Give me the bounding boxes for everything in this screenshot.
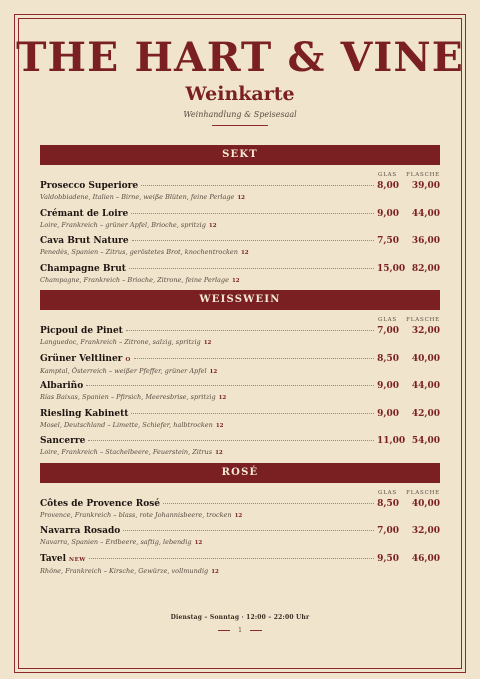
section-heading: SEKT xyxy=(40,145,440,165)
page-number-rule-right xyxy=(250,630,262,631)
wine-name: Crémant de Loire xyxy=(40,208,129,219)
price-glas: 7,50 xyxy=(377,236,399,246)
column-header-flasche: FLASCHE xyxy=(406,489,440,496)
opening-hours: Dienstag – Sonntag · 12:00 – 22:00 Uhr xyxy=(170,614,310,621)
wine-description-text: Navarra, Spanien – Erdbeere, saftig, lebendig xyxy=(40,538,192,546)
section-heading: WEISSWEIN xyxy=(40,290,440,310)
price-flasche: 44,00 xyxy=(411,208,440,219)
dot-leader xyxy=(134,358,374,359)
column-headers xyxy=(40,490,440,498)
allergen-number: 12 xyxy=(208,222,217,229)
dot-leader xyxy=(131,413,374,414)
wine-name: Tavel xyxy=(40,553,67,564)
section-sekt xyxy=(40,145,440,290)
wine-description xyxy=(40,566,440,577)
tagline: Weinhandlung & Speisesaal xyxy=(183,110,297,119)
menu-subtitle: Weinkarte xyxy=(185,83,295,105)
price-flasche: 32,00 xyxy=(411,526,440,536)
price-flasche: 36,00 xyxy=(411,236,440,246)
tagline-divider xyxy=(212,125,268,126)
wine-item xyxy=(40,180,440,208)
wine-item xyxy=(40,498,440,526)
price-flasche: 40,00 xyxy=(411,498,440,509)
wine-item xyxy=(40,208,440,236)
menu-header xyxy=(0,36,480,126)
wine-description xyxy=(40,510,440,521)
allergen-number: 12 xyxy=(209,368,218,375)
allergen-number: 12 xyxy=(194,540,203,546)
wine-description xyxy=(40,247,440,258)
wine-description-text: Penedès, Spanien – Zitrus, geröstetes Brot, knochentrocken xyxy=(40,248,238,256)
wine-name: Cava Brut Nature xyxy=(40,236,129,246)
allergen-number: 12 xyxy=(237,195,245,201)
price-flasche: 44,00 xyxy=(411,381,440,391)
dot-leader xyxy=(126,330,374,331)
allergen-number: 12 xyxy=(215,450,223,456)
wine-name: Prosecco Superiore xyxy=(40,181,139,191)
wine-item-line xyxy=(40,180,440,192)
wine-item xyxy=(40,353,440,381)
dot-leader xyxy=(132,240,374,241)
wine-item xyxy=(40,263,440,291)
dot-leader xyxy=(141,185,374,186)
wine-description xyxy=(40,192,440,203)
wine-item xyxy=(40,380,440,408)
page-number-row xyxy=(0,627,480,634)
price-flasche: 46,00 xyxy=(411,553,440,564)
dot-leader xyxy=(163,503,374,504)
wine-description xyxy=(40,420,440,431)
wine-name: Champagne Brut xyxy=(40,263,126,274)
wine-name: Albariño xyxy=(40,381,84,391)
wine-description-text: Kamptal, Österreich – weißer Pfeffer, grüner Apfel xyxy=(40,366,207,375)
price-glas: 9,00 xyxy=(377,208,399,219)
column-header-glas: GLAS xyxy=(378,489,397,496)
dot-leader xyxy=(89,558,374,559)
page-number-rule-left xyxy=(218,630,230,631)
wine-badge: O xyxy=(125,356,131,363)
price-glas: 9,00 xyxy=(377,408,399,419)
wine-item xyxy=(40,525,440,553)
wine-description-text: Valdobbiadene, Italien – Birne, weiße Blüten, feine Perlage xyxy=(40,193,235,201)
wine-description-text: Rías Baixas, Spanien – Pfirsich, Meeresbrise, spritzig xyxy=(40,393,216,401)
price-glas: 7,00 xyxy=(377,526,399,536)
column-header-flasche: FLASCHE xyxy=(406,172,440,178)
wine-description xyxy=(40,447,440,458)
wine-list xyxy=(40,145,440,580)
column-header-glas: GLAS xyxy=(378,317,397,323)
wine-name: Sancerre xyxy=(40,436,86,446)
price-flasche: 32,00 xyxy=(411,326,440,336)
wine-description xyxy=(40,392,440,403)
price-glas: 9,50 xyxy=(377,553,399,564)
dot-leader xyxy=(86,385,374,386)
price-flasche: 40,00 xyxy=(411,353,440,364)
wine-description-text: Languedoc, Frankreich – Zitrone, salzig, spritzig xyxy=(40,338,201,346)
wine-item-line xyxy=(40,353,440,366)
allergen-number: 12 xyxy=(203,340,212,346)
wine-description xyxy=(40,275,440,286)
wine-description xyxy=(40,537,440,548)
price-flasche: 82,00 xyxy=(411,263,440,274)
allergen-number: 12 xyxy=(240,250,249,256)
wine-item-line xyxy=(40,325,440,337)
wine-item xyxy=(40,408,440,436)
price-flasche: 42,00 xyxy=(411,408,440,419)
section-rose xyxy=(40,463,440,581)
column-header-flasche: FLASCHE xyxy=(406,317,440,323)
allergen-number: 12 xyxy=(218,395,227,401)
column-headers xyxy=(40,172,440,180)
page-number: 1 xyxy=(238,627,242,634)
wine-description-text: Rhône, Frankreich – Kirsche, Gewürze, vollmundig xyxy=(40,566,209,575)
price-glas: 8,50 xyxy=(377,353,399,364)
price-glas: 9,00 xyxy=(377,381,399,391)
dot-leader xyxy=(129,268,374,269)
allergen-number: 12 xyxy=(231,277,240,284)
wine-description xyxy=(40,366,440,377)
wine-name: Picpoul de Pinet xyxy=(40,326,123,336)
wine-item-line xyxy=(40,525,440,537)
wine-description xyxy=(40,220,440,231)
wine-item-line xyxy=(40,235,440,247)
wine-item xyxy=(40,235,440,263)
allergen-number: 12 xyxy=(211,568,219,575)
dot-leader xyxy=(123,530,374,531)
wine-name: Côtes de Provence Rosé xyxy=(40,498,161,509)
column-header-glas: GLAS xyxy=(378,172,397,178)
wine-item xyxy=(40,553,440,581)
wine-item-line xyxy=(40,408,440,420)
wine-name: Navarra Rosado xyxy=(40,526,121,536)
dot-leader xyxy=(88,440,374,441)
price-glas: 15,00 xyxy=(377,263,406,274)
wine-item-line xyxy=(40,208,440,220)
section-heading: ROSÉ xyxy=(40,463,440,483)
wine-description-text: Champagne, Frankreich – Brioche, Zitrone, feine Perlage xyxy=(40,275,229,284)
section-weisswein xyxy=(40,290,440,463)
wine-description-text: Mosel, Deutschland – Limette, Schiefer, halbtrocken xyxy=(40,420,213,429)
price-glas: 8,50 xyxy=(377,498,399,509)
price-flasche: 39,00 xyxy=(411,181,440,191)
page-footer xyxy=(0,614,480,634)
wine-description-text: Loire, Frankreich – Stachelbeere, Feuerstein, Zitrus xyxy=(40,448,213,456)
wine-item-line xyxy=(40,553,440,566)
wine-description-text: Loire, Frankreich – grüner Apfel, Brioche, spritzig xyxy=(40,220,206,229)
restaurant-title: THE HART & VINE xyxy=(16,34,464,81)
allergen-number: 12 xyxy=(215,422,224,429)
price-glas: 8,00 xyxy=(377,181,399,191)
column-headers xyxy=(40,317,440,325)
wine-item-line xyxy=(40,380,440,392)
wine-item xyxy=(40,325,440,353)
wine-description xyxy=(40,337,440,348)
wine-item-line xyxy=(40,435,440,447)
wine-badge: NEW xyxy=(69,556,86,563)
wine-description-text: Provence, Frankreich – blass, rote Johannisbeere, trocken xyxy=(40,510,232,519)
price-glas: 11,00 xyxy=(377,436,406,446)
dot-leader xyxy=(131,213,374,214)
wine-item-line xyxy=(40,263,440,275)
wine-item-line xyxy=(40,498,440,510)
price-flasche: 54,00 xyxy=(411,436,440,446)
wine-name: Grüner Veltliner xyxy=(40,353,123,364)
price-glas: 7,00 xyxy=(377,326,399,336)
wine-name: Riesling Kabinett xyxy=(40,408,129,419)
wine-item xyxy=(40,435,440,463)
allergen-number: 12 xyxy=(234,512,243,519)
